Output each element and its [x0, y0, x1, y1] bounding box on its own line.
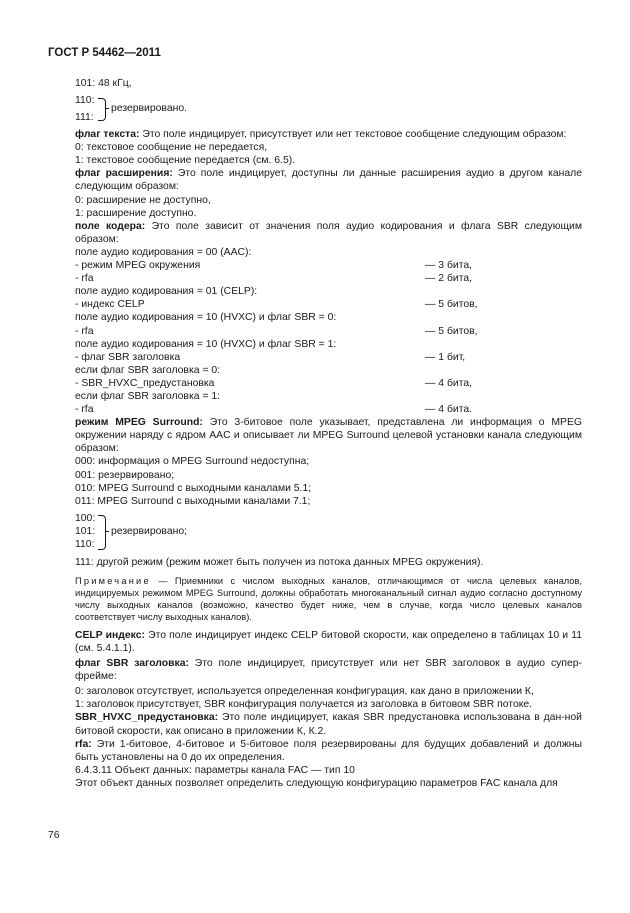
coder-row-label: - флаг SBR заголовка [75, 351, 181, 363]
term-desc: Это поле зависит от значения поля аудио кодирования и флага SBR следующим образом: [75, 220, 582, 245]
brace-text: резервировано. [111, 103, 188, 115]
brace-label: 110: [75, 538, 95, 550]
coder-row [48, 246, 582, 259]
coder-row-label: - индекс CELP [75, 299, 145, 311]
coder-row-label: поле аудио кодирования = 01 (CELP): [75, 286, 258, 298]
term-desc: Эти 1-битовое, 4-битовое и 5-битовое поля резервированы для будущих добавлений и должны быть установлены на 0 до их определения. [75, 738, 582, 763]
coder-row [48, 298, 582, 311]
coder-row-bits: — 1 бит, [425, 351, 466, 363]
brace-shape [98, 98, 106, 121]
option-line: 111: другой режим (режим может быть получен из потока данных MPEG окружения). [75, 556, 484, 568]
line-101: 101: 48 кГц, [75, 78, 132, 89]
term-desc: Это поле индицирует индекс CELP битовой скорости, как определено в таблицах 10 и 11 (см. 5.4.1.1). [75, 629, 582, 654]
coder-row-bits: — 5 битов, [425, 325, 478, 337]
coder-row [48, 377, 582, 390]
coder-paragraph [48, 220, 582, 246]
coder-row [48, 390, 582, 403]
mpeg-surround-paragraph [48, 416, 582, 455]
flag-ext-paragraph [48, 167, 582, 193]
coder-row-label: - rfa [75, 325, 94, 337]
term: режим MPEG Surround: [75, 417, 203, 429]
option-line: 000: информация о MPEG Surround недоступна; [75, 456, 310, 468]
option-line: 0: расширение не доступно, [75, 194, 211, 206]
section-text: Этот объект данных позволяет определить следующую конфигурацию параметров FAC канала для [75, 777, 558, 789]
term-desc: Это поле индицирует, присутствует или нет текстовое сообщение следующим образом: [139, 129, 567, 141]
brace-label: 101: [75, 525, 96, 537]
term-desc: Это 3-битовое поле указывает, представлена ли информация о MPEG окружении наряду с ядром AAC и описывает ли MPEG Surround целевой установки канала следующим образом: [75, 417, 583, 455]
term-desc: Это поле индицирует, какая SBR предустановка использована в дан-ной битовой скорости, как описано в приложении К, К.2. [75, 712, 582, 737]
coder-field-table [48, 246, 582, 416]
brace-label: 111: [75, 112, 94, 124]
page-header: ГОСТ Р 54462—2011 [48, 47, 161, 59]
term: флаг SBR заголовка: [75, 658, 189, 670]
brace-label: 100: [75, 512, 96, 524]
coder-row-bits: — 4 бита, [425, 377, 473, 389]
brace-label: 110: [75, 95, 95, 107]
coder-row-label: - rfa [75, 404, 94, 416]
option-line: 1: текстовое сообщение передается (см. 6.5). [75, 155, 296, 167]
brace-shape [98, 515, 106, 550]
reserved-brace-group-2 [48, 512, 582, 552]
coder-row [48, 272, 582, 285]
page-number: 76 [48, 830, 60, 841]
sbr-flag-paragraph [48, 657, 582, 683]
term: поле кодера: [75, 220, 146, 232]
coder-row-label: если флаг SBR заголовка = 1: [75, 390, 221, 402]
coder-row [48, 259, 582, 272]
coder-row-label: - режим MPEG окружения [75, 260, 201, 272]
term-desc: Это поле индицирует, присутствует или нет SBR заголовок в аудио супер-фрейме: [75, 658, 582, 683]
option-line: 001: резервировано; [75, 469, 175, 481]
option-line: 1: заголовок присутствует, SBR конфигурация получается из заголовка в битовом SBR потоке. [75, 699, 533, 711]
coder-row [48, 351, 582, 364]
flag-text-paragraph [48, 128, 582, 141]
coder-row [48, 364, 582, 377]
option-line: 011: MPEG Surround с выходными каналами 7.1; [75, 495, 311, 507]
note-label: Примечание [75, 575, 151, 586]
coder-row [48, 403, 582, 416]
brace-tip [105, 108, 109, 109]
option-line: 010: MPEG Surround с выходными каналами 5.1; [75, 482, 312, 494]
coder-row [48, 338, 582, 351]
coder-row [48, 311, 582, 324]
coder-row-label: поле аудио кодирования = 10 (HVXC) и флаг SBR = 1: [75, 338, 337, 350]
section-heading: 6.4.3.11 Объект данных: параметры канала FAC — тип 10 [75, 764, 355, 776]
note-text: — Приемники с числом выходных каналов, отличающимся от числа целевых каналов, индицируемых режимом MPEG Surround, должны обработать многоканальный сигнал аудио согласно доступному числу выходных каналов (возможно, качество будет ниже, чем в случае, когда число целевых каналов соответствует числу выходных каналов). [75, 575, 582, 622]
term-desc: Это поле индицирует, доступны ли данные расширения аудио в другом канале следующим образом: [75, 168, 582, 193]
coder-row-label: поле аудио кодирования = 00 (AAC): [75, 246, 252, 258]
term: флаг расширения: [75, 168, 173, 180]
coder-row-bits: — 4 бита. [425, 404, 473, 416]
coder-row-label: если флаг SBR заголовка = 0: [75, 364, 221, 376]
option-line: 0: заголовок отсутствует, используется определенная конфигурация, как дано в приложении К, [75, 686, 534, 698]
term: SBR_HVXC_предустановка: [75, 712, 219, 724]
coder-row [48, 285, 582, 298]
sbr-hvxc-paragraph [48, 711, 582, 737]
coder-row [48, 325, 582, 338]
option-line: 1: расширение доступно. [75, 207, 197, 219]
coder-row-bits: — 3 бита, [425, 260, 473, 272]
coder-row-bits: — 5 битов, [425, 299, 478, 311]
coder-row-label: - SBR_HVXC_предустановка [75, 377, 215, 389]
coder-row-label: - rfa [75, 273, 94, 285]
page-body [48, 77, 582, 790]
coder-row-label: поле аудио кодирования = 10 (HVXC) и флаг SBR = 0: [75, 312, 337, 324]
rfa-paragraph [48, 738, 582, 764]
coder-row-bits: — 2 бита, [425, 273, 473, 285]
term: CELP индекс: [75, 629, 145, 641]
term: rfa: [75, 738, 92, 750]
celp-paragraph [48, 629, 582, 655]
brace-text: резервировано; [111, 525, 188, 537]
option-line: 0: текстовое сообщение не передается, [75, 142, 268, 154]
term: флаг текста: [75, 129, 140, 141]
brace-tip [105, 531, 109, 532]
note-paragraph [48, 575, 582, 623]
reserved-brace-group-1 [48, 94, 582, 124]
